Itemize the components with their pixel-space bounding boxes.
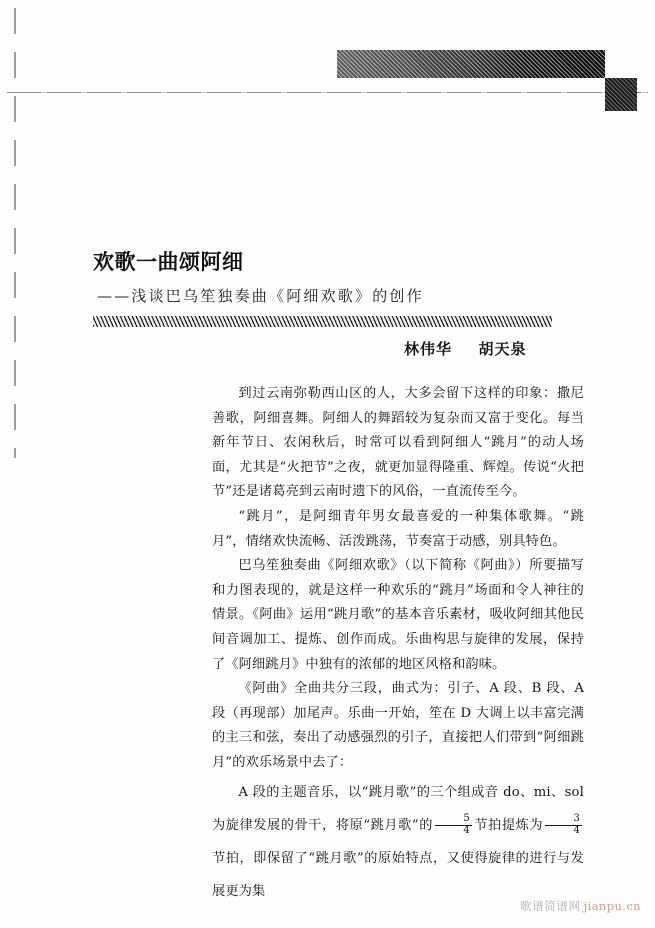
article-title: 欢歌一曲颂阿细 xyxy=(93,250,244,274)
time-signature-three-four xyxy=(545,814,582,836)
dashed-left-crop-marks xyxy=(14,8,16,458)
fraction-numerator: 5 xyxy=(463,813,470,825)
article-subtitle: ——浅谈巴乌笙独奏曲《阿细欢歌》的创作 xyxy=(97,287,424,305)
paragraph-5-segment-1: A 段的主题音乐，以“跳月歌”的三个组成音 do、mi、sol 为旋律发展的骨干，将原“跳月歌”的 xyxy=(212,784,584,833)
time-signature-five-four xyxy=(435,814,472,836)
paragraph-3: 巴乌笙独奏曲《阿细欢歌》（以下简称《阿曲》）所要描写和力图表现的，就是这样一种欢乐的“跳月”场面和令人神往的情景。《阿曲》运用“跳月歌”的基本音乐素材，吸收阿细其他民间音调加工、提炼、创作而成。乐曲构思与旋律的发展，保持了《阿细跳月》中独有的浓郁的地区风格和韵味。 xyxy=(212,558,584,672)
watermark-site-name-cn: 歌谱简谱网 xyxy=(520,899,581,913)
author-name-2: 胡天泉 xyxy=(478,340,527,358)
fraction-denominator: 4 xyxy=(545,825,582,836)
watermark-site-url: jianpu.cn xyxy=(583,899,641,913)
fraction-numerator: 3 xyxy=(573,813,580,825)
dashed-head-rule xyxy=(7,92,648,93)
paragraph-5 xyxy=(212,776,584,908)
paragraph-5-segment-3: 节拍，即保留了“跳月歌”的原始特点，又使得旋律的进行与发展更为集 xyxy=(212,850,584,899)
site-watermark xyxy=(520,898,641,914)
fraction-denominator: 4 xyxy=(435,825,472,836)
byline xyxy=(404,338,527,359)
black-header-tab-block xyxy=(605,78,637,111)
body-text-column xyxy=(212,382,584,908)
hatched-separator-rule xyxy=(93,316,552,327)
paragraph-4: 《阿曲》全曲共分三段，曲式为：引子、A 段、B 段、A 段（再现部）加尾声。乐曲一开始，笙在 D 大调上以丰富完满的主三和弦，奏出了动感强烈的引子，直接把人们带到“阿细跳月”的欢乐场景中去了： xyxy=(212,681,584,770)
paragraph-2: “跳月”，是阿细青年男女最喜爱的一种集体歌舞。“跳月”，情绪欢快流畅、活泼跳荡，节奏富于动感，别具特色。 xyxy=(212,508,584,549)
paragraph-1: 到过云南弥勒西山区的人，大多会留下这样的印象：撒尼善歌，阿细喜舞。阿细人的舞蹈较为复杂而又富于变化。每当新年节日、农闲秋后，时常可以看到阿细人“跳月”的动人场面，尤其是“火把节”之夜，就更加显得隆重、辉煌。传说“火把节”还是诸葛亮到云南时遗下的风俗，一直流传至今。 xyxy=(212,386,584,500)
paragraph-5-segment-2: 节拍提炼为 xyxy=(473,817,544,833)
author-name-1: 林伟华 xyxy=(404,340,453,358)
black-header-block xyxy=(337,50,605,78)
